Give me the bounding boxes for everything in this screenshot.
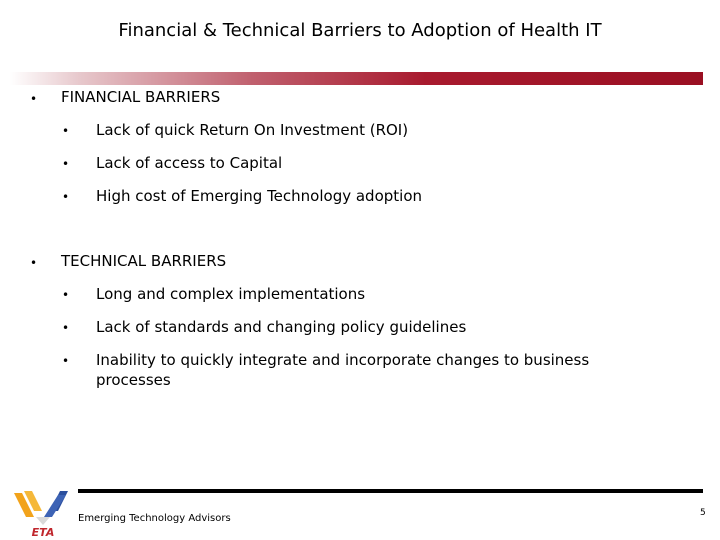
eta-logo-text: ETA xyxy=(31,526,55,537)
item-bullet: • xyxy=(62,321,70,335)
item-bullet: • xyxy=(62,157,70,171)
eta-logo xyxy=(10,487,76,537)
list-item: Lack of standards and changing policy guidelines xyxy=(96,318,467,336)
item-bullet: • xyxy=(62,190,70,204)
footer-company-name: Emerging Technology Advisors xyxy=(78,513,231,524)
item-bullet: • xyxy=(62,354,70,368)
list-item: High cost of Emerging Technology adoption xyxy=(96,187,423,205)
section-bullet: • xyxy=(30,256,38,270)
list-item: Lack of quick Return On Investment (ROI) xyxy=(96,121,409,139)
footer-divider xyxy=(78,489,703,493)
section-heading-technical: TECHNICAL BARRIERS xyxy=(61,252,227,270)
item-bullet: • xyxy=(62,288,70,302)
item-bullet: • xyxy=(62,124,70,138)
list-item: Lack of access to Capital xyxy=(96,154,283,172)
section-heading-financial: FINANCIAL BARRIERS xyxy=(61,88,221,106)
slide-title: Financial & Technical Barriers to Adoption of Health IT xyxy=(118,20,602,41)
page-number: 5 xyxy=(700,508,706,518)
list-item: Inability to quickly integrate and incorporate changes to business processes xyxy=(96,351,590,389)
section-bullet: • xyxy=(30,92,38,106)
list-item: Long and complex implementations xyxy=(96,285,366,303)
